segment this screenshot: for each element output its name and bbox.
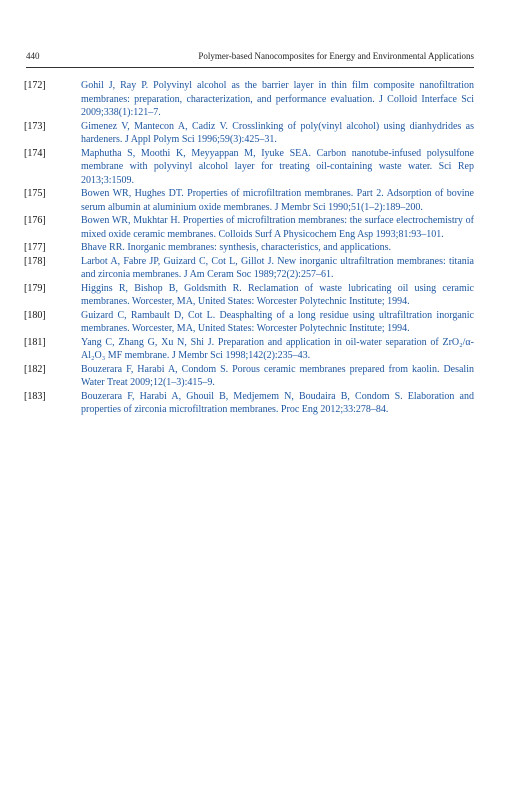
- reference-text[interactable]: Bouzerara F, Harabi A, Condom S. Porous ceramic membranes prepared from kaolin. Desalin Water Treat 2009;12(1–3):415–9.: [81, 363, 474, 388]
- reference-number: [174]: [24, 147, 46, 159]
- reference-number: [177]: [24, 242, 46, 253]
- reference-text[interactable]: Bhave RR. Inorganic membranes: synthesis, characteristics, and applications.: [81, 242, 392, 253]
- running-header: [26, 51, 474, 61]
- reference-item: [24, 309, 474, 336]
- reference-text[interactable]: Bowen WR, Mukhtar H. Properties of microfiltration membranes: the surface electrochemistry of mixed oxide ceramic membranes. Colloids Surf A Physicochem Eng Asp 1993;81:93–101.: [81, 215, 474, 240]
- reference-item: [24, 120, 474, 147]
- reference-item: [24, 187, 474, 214]
- reference-number: [175]: [24, 188, 46, 199]
- reference-number: [181]: [24, 336, 46, 348]
- reference-number: [179]: [24, 282, 46, 294]
- reference-text[interactable]: Larbot A, Fabre JP, Guizard C, Cot L, Gillot J. New inorganic ultrafiltration membranes: titania and zirconia membranes. J Am Ceram Soc 1989;72(2):257–61.: [81, 255, 474, 280]
- reference-number: [180]: [24, 309, 46, 321]
- reference-text[interactable]: Yang C, Zhang G, Xu N, Shi J. Preparation and application in oil-water separation of ZrO₂/α-Al₂O₃ MF membrane. J Membr Sci 1998;142(2):235–43.: [81, 336, 474, 361]
- reference-item: [24, 255, 474, 282]
- reference-list: [24, 79, 474, 417]
- reference-number: [172]: [24, 80, 46, 91]
- reference-number: [182]: [24, 363, 46, 375]
- header-rule: [26, 67, 474, 68]
- page-number: 440: [26, 51, 40, 61]
- reference-item: [24, 390, 474, 417]
- reference-item: [24, 147, 474, 188]
- reference-number: [176]: [24, 215, 46, 226]
- reference-text[interactable]: Bouzerara F, Harabi A, Ghouil B, Medjemem N, Boudaira B, Condom S. Elaboration and properties of zirconia microfiltration membranes. Proc Eng 2012;33:278–84.: [81, 390, 474, 415]
- reference-text[interactable]: Bowen WR, Hughes DT. Properties of microfiltration membranes. Part 2. Adsorption of bovine serum albumin at aluminium oxide membranes. J Membr Sci 1990;51(1–2):189–200.: [81, 188, 474, 213]
- reference-item: [24, 336, 474, 363]
- reference-item: [24, 241, 474, 255]
- reference-item: [24, 214, 474, 241]
- reference-item: [24, 363, 474, 390]
- running-title: Polymer-based Nanocomposites for Energy and Environmental Applications: [198, 51, 474, 61]
- reference-text[interactable]: Gohil J, Ray P. Polyvinyl alcohol as the barrier layer in thin film composite nanofiltration membranes: preparation, characterization, and performance evaluation. J Colloid Interface Sci 2009;338(1):121–7.: [81, 80, 474, 118]
- reference-text[interactable]: Maphutha S, Moothi K, Meyyappan M, Iyuke SEA. Carbon nanotube-infused polysulfone membrane with polyvinyl alcohol layer for treating oil-containing waste water. Sci Rep 2013;3:1509.: [81, 147, 474, 186]
- reference-item: [24, 79, 474, 120]
- reference-item: [24, 282, 474, 309]
- reference-text[interactable]: Guizard C, Rambault D, Cot L. Deasphalting of a long residue using ultrafiltration inorganic membranes. Worcester, MA, United States: Worcester Polytechnic Institute; 1994.: [81, 309, 474, 334]
- reference-number: [183]: [24, 390, 46, 402]
- reference-text[interactable]: Gimenez V, Mantecon A, Cadiz V. Crosslinking of poly(vinyl alcohol) using dianhydrides as hardeners. J Appl Polym Sci 1996;59(3):425–31.: [81, 120, 474, 145]
- reference-number: [173]: [24, 120, 46, 132]
- reference-text[interactable]: Higgins R, Bishop B, Goldsmith R. Reclamation of waste lubricating oil using ceramic membranes. Worcester, MA, United States: Worcester Polytechnic Institute; 1994.: [81, 282, 474, 307]
- reference-number: [178]: [24, 255, 46, 267]
